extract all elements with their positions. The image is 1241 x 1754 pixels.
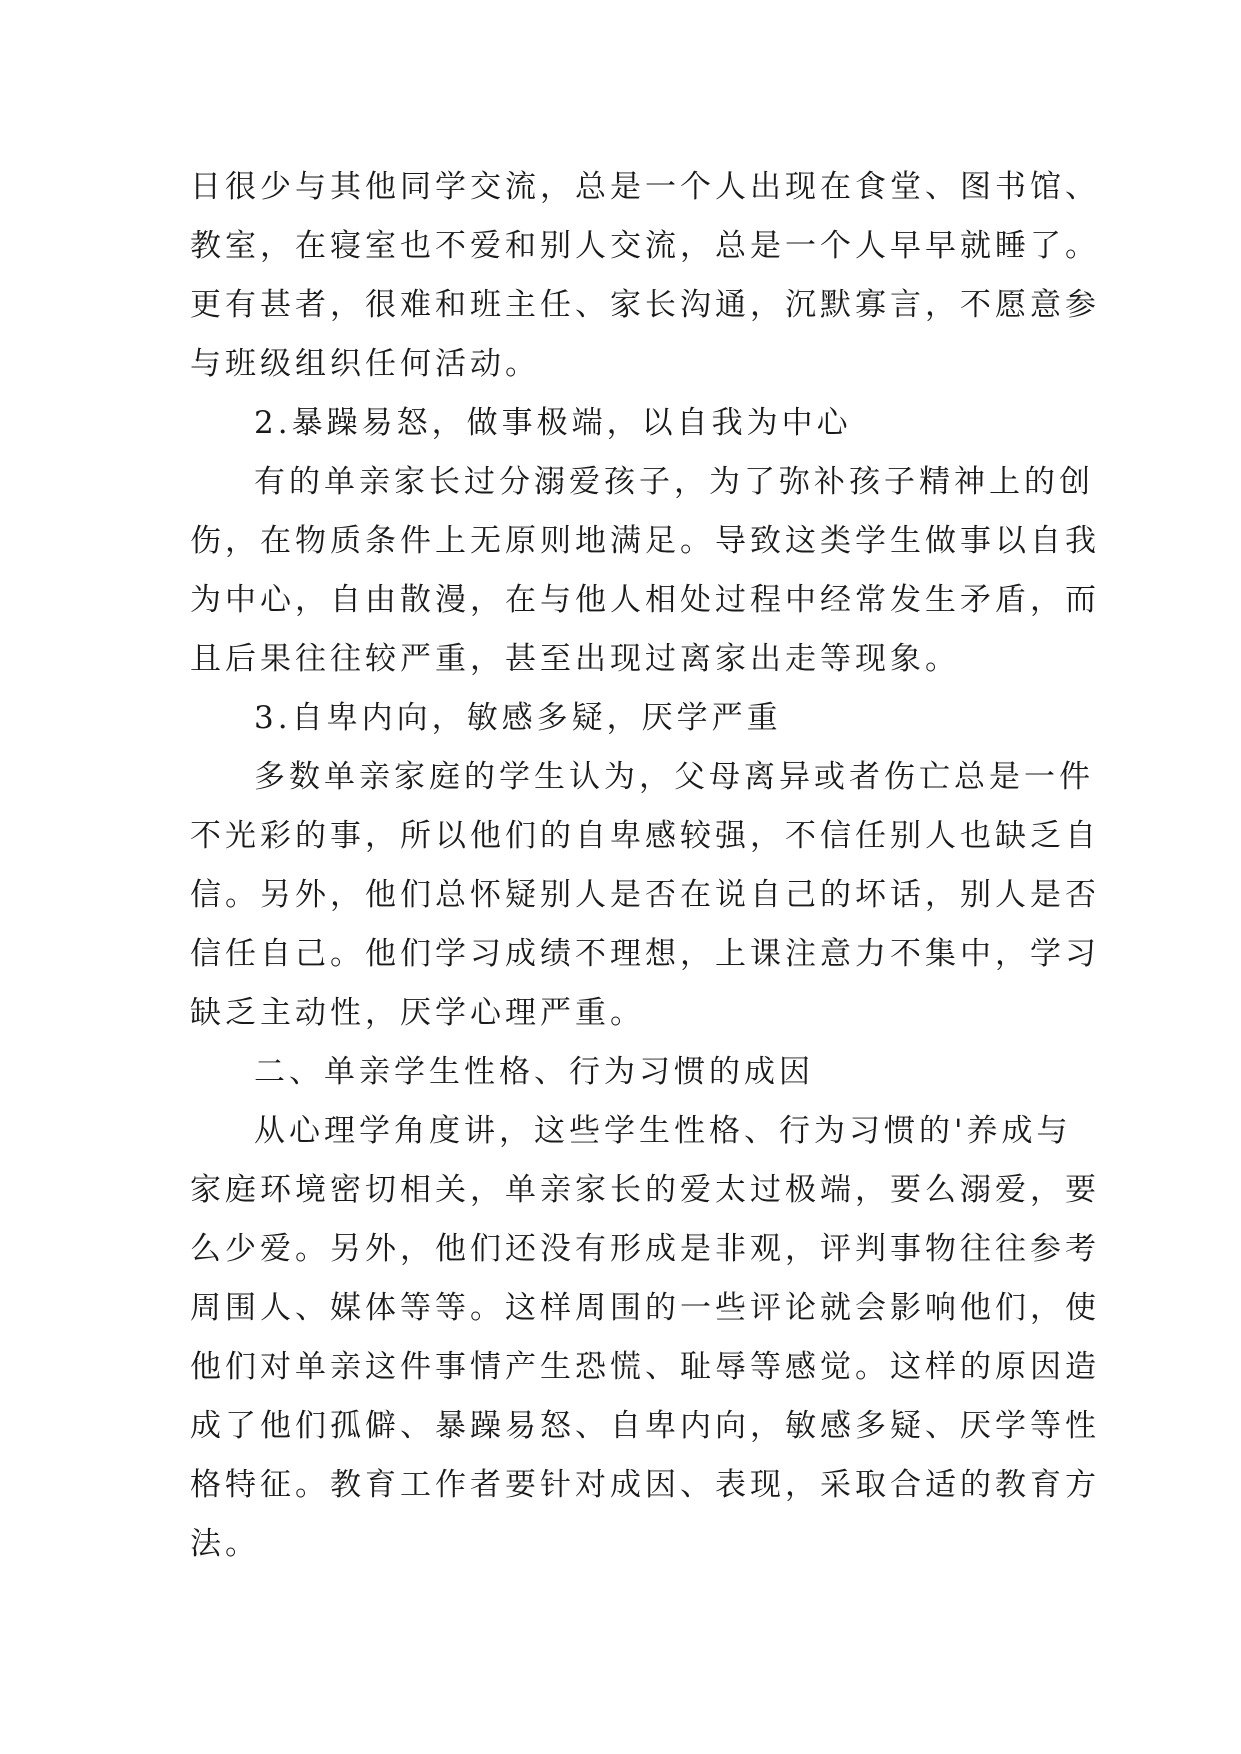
text-line: 从心理学角度讲，这些学生性格、行为习惯的'养成与: [254, 1113, 1072, 1149]
text-line: 么少爱。另外，他们还没有形成是非观，评判事物往往参考: [190, 1231, 1100, 1267]
text-line: 更有甚者，很难和班主任、家长沟通，沉默寡言，不愿意参: [190, 287, 1100, 323]
section-heading: 二、单亲学生性格、行为习惯的成因: [254, 1054, 814, 1090]
text-line: 日很少与其他同学交流，总是一个人出现在食堂、图书馆、: [190, 169, 1100, 205]
text-line: 缺乏主动性，厌学心理严重。: [190, 995, 645, 1031]
text-line: 多数单亲家庭的学生认为，父母离异或者伤亡总是一件: [254, 759, 1094, 795]
text-line: 不光彩的事，所以他们的自卑感较强，不信任别人也缺乏自: [190, 818, 1100, 854]
section-heading: 3.自卑内向，敏感多疑，厌学严重: [254, 700, 782, 736]
text-line: 成了他们孤僻、暴躁易怒、自卑内向，敏感多疑、厌学等性: [190, 1408, 1100, 1444]
section-heading: 2.暴躁易怒，做事极端，以自我为中心: [254, 405, 852, 441]
text-line: 且后果往往较严重，甚至出现过离家出走等现象。: [190, 641, 960, 677]
text-line: 法。: [190, 1526, 260, 1562]
text-line: 教室，在寝室也不爱和别人交流，总是一个人早早就睡了。: [190, 228, 1100, 264]
text-line: 伤，在物质条件上无原则地满足。导致这类学生做事以自我: [190, 523, 1100, 559]
text-line: 有的单亲家长过分溺爱孩子，为了弥补孩子精神上的创: [254, 464, 1094, 500]
text-line: 信。另外，他们总怀疑别人是否在说自己的坏话，别人是否: [190, 877, 1100, 913]
body-text: [190, 158, 1100, 1574]
text-line: 他们对单亲这件事情产生恐慌、耻辱等感觉。这样的原因造: [190, 1349, 1100, 1385]
text-line: 周围人、媒体等等。这样周围的一些评论就会影响他们，使: [190, 1290, 1100, 1326]
text-line: 家庭环境密切相关，单亲家长的爱太过极端，要么溺爱，要: [190, 1172, 1100, 1208]
text-line: 信任自己。他们学习成绩不理想，上课注意力不集中，学习: [190, 936, 1100, 972]
text-line: 为中心，自由散漫，在与他人相处过程中经常发生矛盾，而: [190, 582, 1100, 618]
text-line: 格特征。教育工作者要针对成因、表现，采取合适的教育方: [190, 1467, 1100, 1503]
text-line: 与班级组织任何活动。: [190, 346, 540, 382]
